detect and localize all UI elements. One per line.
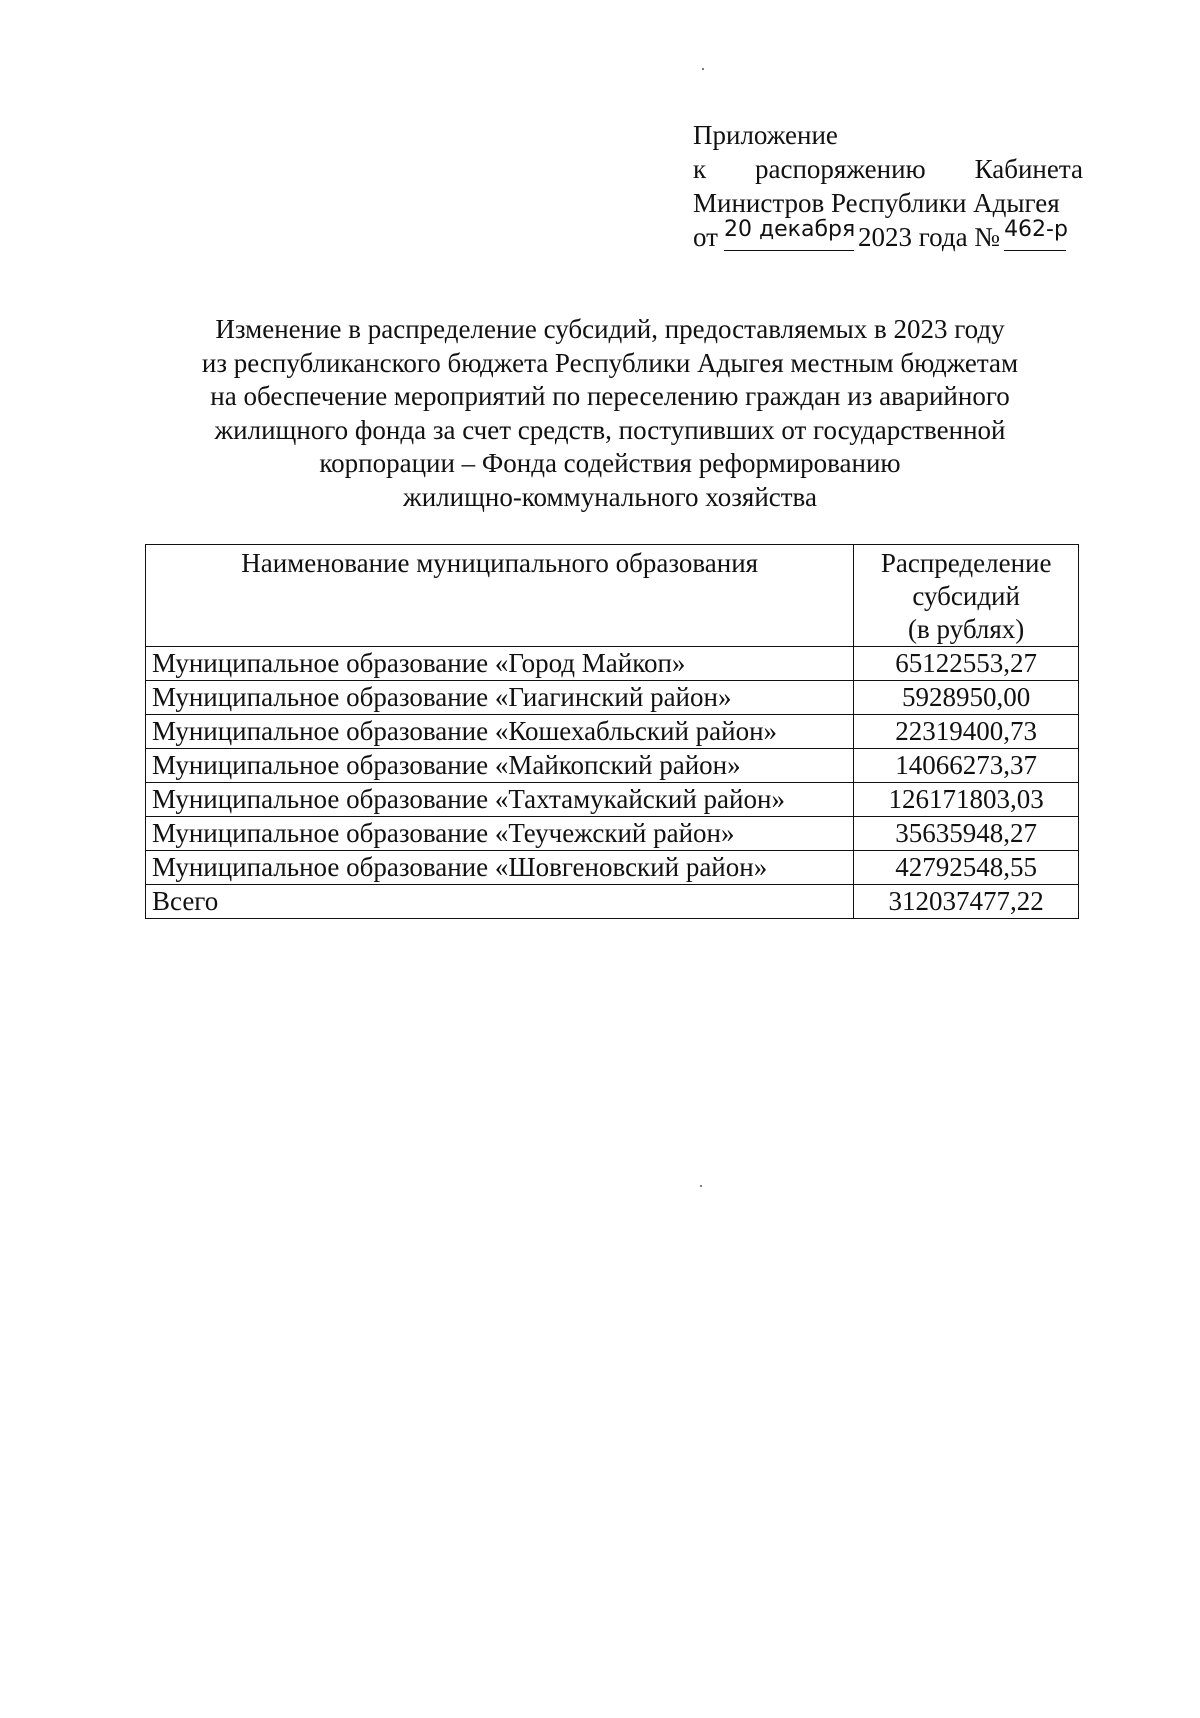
title-line: жилищного фонда за счет средств, поступивших от государственной: [214, 414, 1006, 445]
table-row: [146, 749, 1079, 783]
table-row: [146, 851, 1079, 885]
date-value: 20 декабря: [723, 217, 856, 242]
table-row: [146, 783, 1079, 817]
title-line: на обеспечение мероприятий по переселению граждан из аварийного: [210, 381, 1010, 411]
subsidy-amount: 14066273,37: [854, 749, 1079, 783]
title-line: жилищно-коммунального хозяйства: [403, 481, 817, 512]
header-municipality: Наименование муниципального образования: [146, 545, 854, 647]
appendix-date-line: [693, 217, 1083, 254]
header-amount-line: субсидий: [912, 581, 1020, 611]
appendix-order-line: [693, 152, 1083, 186]
table-total-row: [146, 885, 1079, 919]
subsidy-amount: 65122553,27: [854, 647, 1079, 681]
subsidy-amount: 35635948,27: [854, 817, 1079, 851]
year-text: 2023 года №: [857, 222, 1001, 252]
date-field: [723, 217, 856, 251]
appendix-block: [693, 118, 1083, 254]
document-title: [150, 313, 1070, 514]
table-header-row: [146, 545, 1079, 647]
municipality-name: Муниципальное образование «Теучежский район»: [146, 817, 854, 851]
total-amount: 312037477,22: [854, 885, 1079, 919]
total-label: Всего: [146, 885, 854, 919]
scan-speck: [700, 1185, 702, 1187]
appendix-word-order: распоряжению: [755, 154, 926, 184]
municipality-name: Муниципальное образование «Гиагинский район»: [146, 681, 854, 715]
number-field: [1004, 217, 1068, 251]
municipality-name: Муниципальное образование «Город Майкоп»: [146, 647, 854, 681]
appendix-ministers-line: Министров Республики Адыгея: [693, 188, 1060, 218]
municipality-name: Муниципальное образование «Тахтамукайский район»: [146, 783, 854, 817]
subsidy-table: [145, 544, 1079, 919]
subsidy-amount: 5928950,00: [854, 681, 1079, 715]
header-amount-line: (в рублях): [908, 614, 1025, 644]
date-prefix: от: [693, 222, 718, 252]
table-row: [146, 681, 1079, 715]
subsidy-amount: 42792548,55: [854, 851, 1079, 885]
municipality-name: Муниципальное образование «Майкопский район»: [146, 749, 854, 783]
table-row: [146, 647, 1079, 681]
table-row: [146, 817, 1079, 851]
subsidy-amount: 22319400,73: [854, 715, 1079, 749]
scan-speck: [702, 68, 704, 70]
appendix-title: Приложение: [693, 120, 838, 150]
number-value: 462-р: [1004, 217, 1068, 242]
title-line: корпорации – Фонда содействия реформированию: [319, 448, 901, 478]
appendix-word-k: к: [693, 154, 707, 184]
appendix-word-cabinet: Кабинета: [974, 154, 1083, 184]
municipality-name: Муниципальное образование «Кошехабльский район»: [146, 715, 854, 749]
subsidy-amount: 126171803,03: [854, 783, 1079, 817]
title-line: Изменение в распределение субсидий, предоставляемых в 2023 году: [215, 314, 1005, 344]
municipality-name: Муниципальное образование «Шовгеновский район»: [146, 851, 854, 885]
table-row: [146, 715, 1079, 749]
title-line: из республиканского бюджета Республики Адыгея местным бюджетам: [201, 347, 1019, 378]
header-amount-line: Распределение: [880, 548, 1052, 578]
header-amount: [854, 545, 1079, 647]
